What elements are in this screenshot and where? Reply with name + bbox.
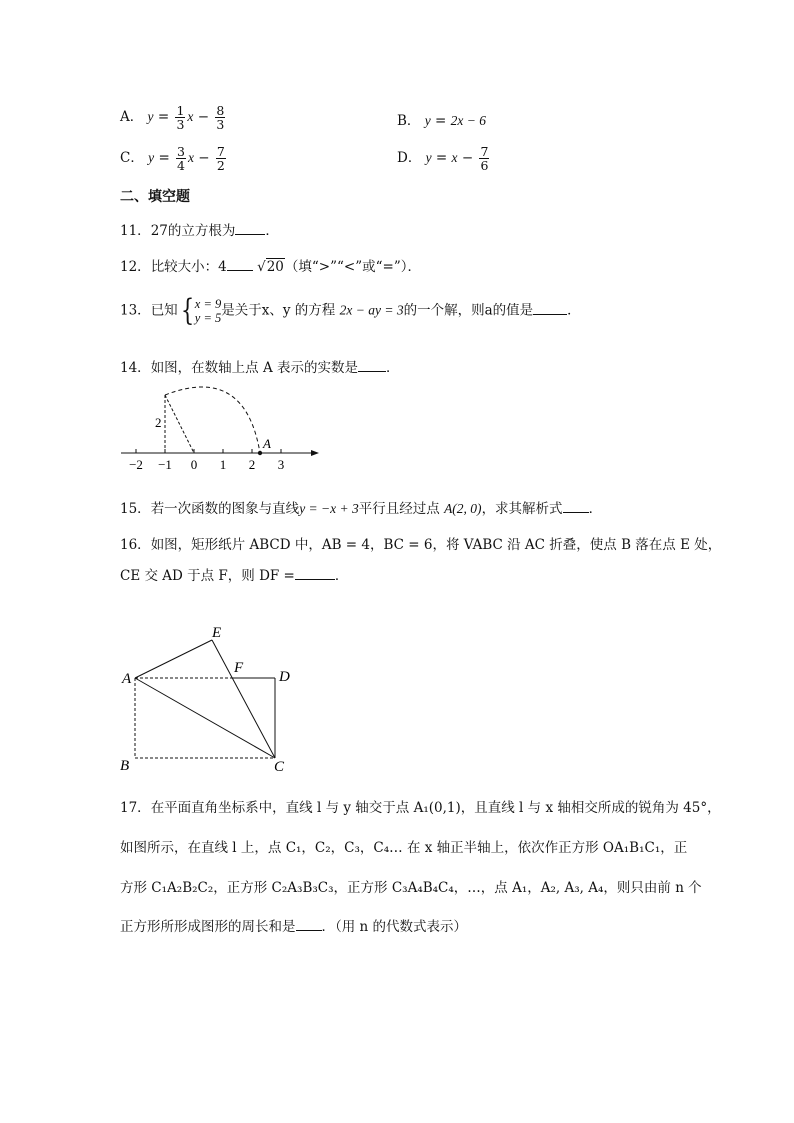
equation-system: x = 9 y = 5 — [194, 296, 222, 325]
answer-blank — [358, 359, 386, 372]
answer-blank — [227, 258, 253, 271]
label-e: E — [212, 625, 222, 641]
question-17-line-2: 如图所示，在直线 l 上，点 C₁，C₂，C₃，C₄… 在 x 轴正半轴上，依次作正方形 OA₁B₁C₁，正 — [120, 840, 688, 856]
option-a: A． y = $\frac{1}{3}$ x − $\frac{8}{3}$ — [120, 103, 225, 133]
fraction: $\frac{8}{3}$ — [216, 103, 225, 133]
question-12: 12．比较大小：4 √20（填“>”“<”或“=”）． — [120, 259, 421, 275]
option-d: D． y = x − $\frac{7}{6}$ — [397, 144, 489, 174]
option-c: C． y = $\frac{3}{4}$ x − $\frac{7}{2}$ — [120, 144, 225, 174]
fraction: $\frac{1}{3}$ — [176, 103, 185, 133]
point-a-label: A — [263, 436, 271, 451]
tick-label: 0 — [190, 457, 198, 472]
label-d: D — [279, 669, 290, 685]
question-17-line-3: 方形 C₁A₂B₂C₂，正方形 C₂A₃B₃C₃，正方形 C₃A₄B₄C₄，…，点 A₁，A₂, A₃, A₄，则只由前 n 个 — [120, 880, 702, 896]
tick-label: 2 — [248, 457, 256, 472]
question-16-line-2: CE 交 AD 于点 F，则 DF = ． — [120, 568, 349, 584]
answer-blank — [533, 302, 567, 315]
fraction: $\frac{7}{6}$ — [480, 144, 489, 174]
fraction: $\frac{7}{2}$ — [216, 144, 225, 174]
square-root: √20 — [257, 259, 284, 275]
label-c: C — [274, 759, 285, 775]
tick-label: 1 — [219, 457, 227, 472]
tick-label: −1 — [158, 457, 172, 472]
label-a: A — [122, 671, 132, 687]
answer-blank — [235, 222, 265, 235]
answer-blank — [295, 567, 335, 580]
question-17-line-4: 正方形所形成图形的周长和是 ．（用 n 的代数式表示） — [120, 919, 468, 935]
tick-label: −2 — [129, 457, 143, 472]
question-11: 11．27的立方根为 ． — [120, 223, 279, 239]
question-15: 15．若一次函数的图象与直线y = −x + 3平行且经过点 A(2, 0)，求其解析式 ． — [120, 501, 603, 517]
tick-label: 3 — [277, 457, 285, 472]
height-label: 2 — [155, 415, 162, 430]
rectangle-fold-figure — [110, 618, 310, 778]
answer-blank — [296, 918, 322, 931]
question-16-line-1: 16．如图，矩形纸片 ABCD 中，AB = 4，BC = 6，将 VABC 沿 AC 折叠，使点 B 落在点 E 处， — [120, 537, 722, 553]
section-title: 二、填空题 — [120, 189, 190, 205]
question-17-line-1: 17．在平面直角坐标系中，直线 l 与 y 轴交于点 A₁(0,1)，且直线 l 与 x 轴相交所成的锐角为 45°， — [120, 800, 721, 816]
fraction: $\frac{3}{4}$ — [177, 144, 185, 174]
label-f: F — [234, 660, 244, 676]
answer-blank — [563, 500, 589, 513]
label-b: B — [120, 758, 130, 774]
question-13: 13．已知{ x = 9 y = 5 是关于x、y 的方程 2x − ay = 3的一个解，则a的值是 ． — [120, 293, 581, 328]
question-14: 14．如图，在数轴上点 A 表示的实数是 ． — [120, 360, 400, 376]
option-b: B． y = 2x − 6 — [397, 113, 486, 129]
number-line-figure — [115, 382, 320, 472]
